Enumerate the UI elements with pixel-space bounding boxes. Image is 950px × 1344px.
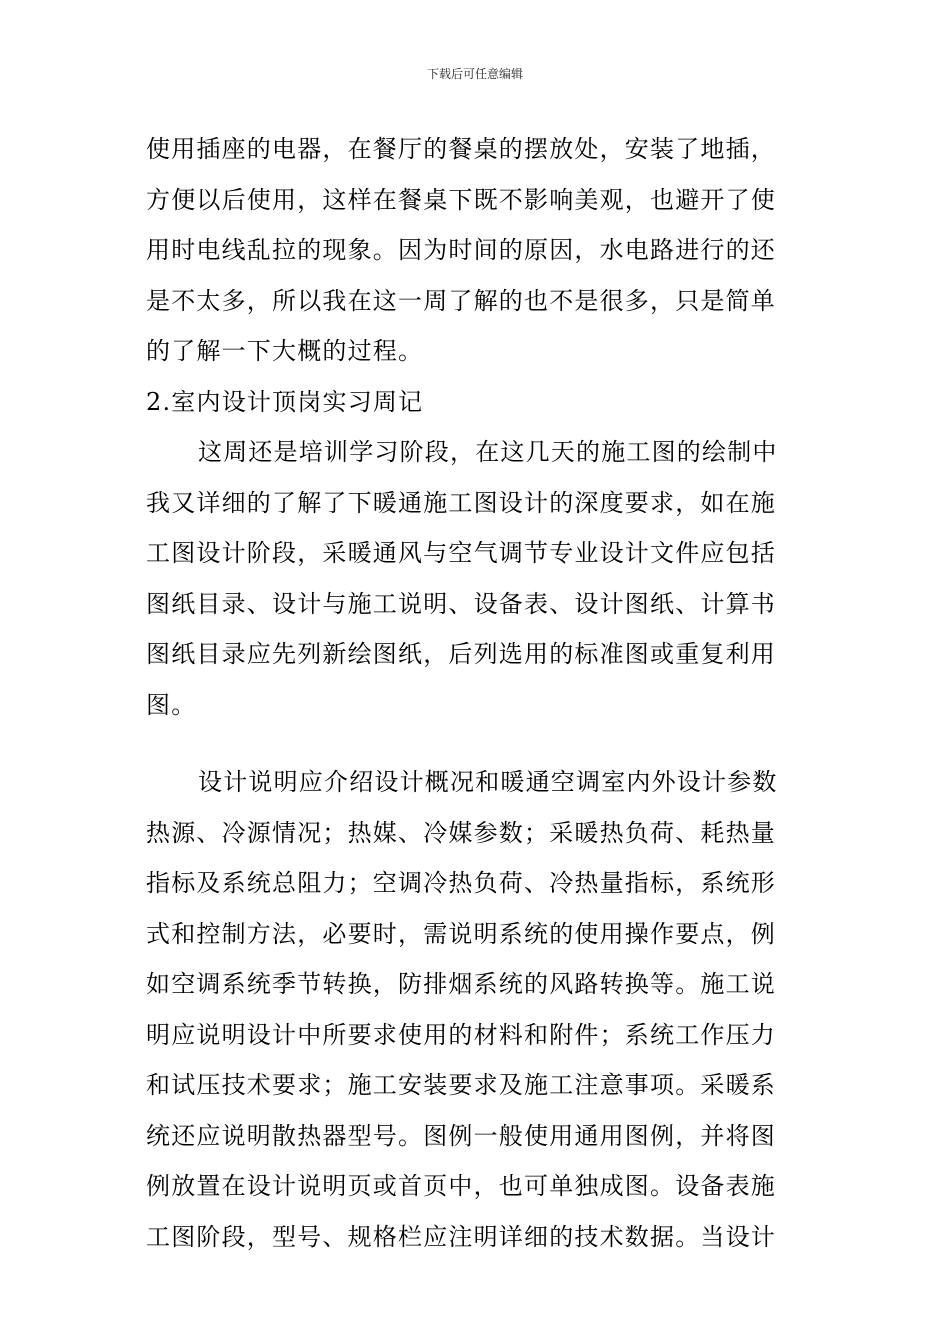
text-line: 明应说明设计中所要求使用的材料和附件；系统工作压力	[146, 1020, 776, 1049]
text-line: 指标及系统总阻力；空调冷热负荷、冷热量指标，系统形	[146, 869, 776, 897]
text-line: 使用插座的电器，在餐厅的餐桌的摆放处，安装了地插，	[146, 135, 776, 163]
text-line: 用时电线乱拉的现象。因为时间的原因，水电路进行的还	[146, 236, 776, 264]
paragraph-gap	[146, 730, 808, 757]
text-line: 和试压技术要求；施工安装要求及施工注意事项。采暖系	[146, 1071, 776, 1099]
text-line: 热源、冷源情况；热媒、冷媒参数；采暖热负荷、耗热量	[146, 818, 776, 847]
text-line: 这周还是培训学习阶段，在这几天的施工图的绘制中	[198, 438, 778, 466]
text-line: 方便以后使用，这样在餐桌下既不影响美观，也避开了使	[146, 185, 776, 214]
text-line: 例放置在设计说明页或首页中，也可单独成图。设备表施	[146, 1172, 776, 1200]
text-line: 如空调系统季节转换，防排烟系统的风路转换等。施工说	[146, 970, 776, 998]
text-line: 统还应说明散热器型号。图例一般使用通用图例，并将图	[146, 1121, 776, 1150]
text-line: 工图设计阶段，采暖通风与空气调节专业设计文件应包括	[146, 539, 776, 567]
text-line: 式和控制方法，必要时，需说明系统的使用操作要点，例	[146, 919, 776, 948]
text-line: 图。	[146, 690, 197, 719]
text-line: 是不太多，所以我在这一周了解的也不是很多，只是简单	[146, 286, 776, 315]
page-header: 下载后可任意编辑	[426, 67, 523, 81]
text-line: 我又详细的了解了下暖通施工图设计的深度要求，如在施	[146, 488, 776, 517]
paragraph-2	[146, 427, 808, 730]
paragraph-1	[146, 124, 808, 377]
document-body	[146, 124, 808, 1262]
text-line: 设计说明应介绍设计概况和暖通空调室内外设计参数	[198, 768, 778, 796]
text-line: 图纸目录应先列新绘图纸，后列选用的标准图或重复利用	[146, 640, 776, 668]
paragraph-3	[146, 757, 808, 1262]
section-heading: 2.室内设计顶岗实习周记	[146, 387, 424, 416]
text-line: 的了解一下大概的过程。	[146, 337, 424, 365]
text-line: 工图阶段，型号、规格栏应注明详细的技术数据。当设计	[146, 1222, 776, 1251]
text-line: 图纸目录、设计与施工说明、设备表、设计图纸、计算书	[146, 589, 776, 618]
